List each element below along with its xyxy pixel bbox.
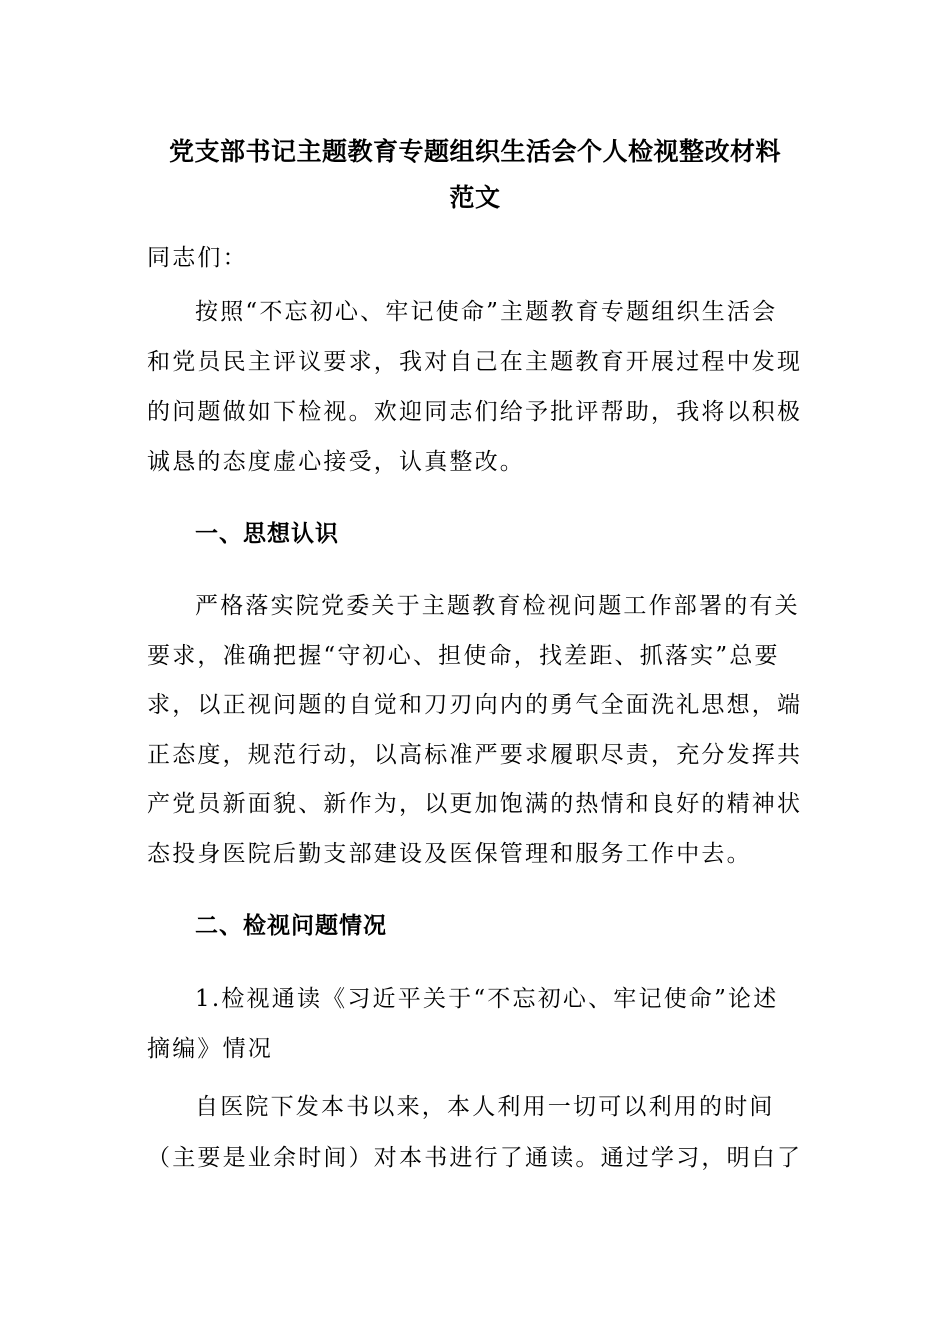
intro-paragraph-line: 的问题做如下检视。欢迎同志们给予批评帮助，我将以积极 [147,399,803,425]
intro-paragraph-line: 诚恳的态度虚心接受，认真整改。 [147,449,525,475]
section1-paragraph-line: 正态度，规范行动，以高标准严要求履职尽责，充分发挥共 [147,742,803,768]
item1-paragraph-line: （主要是业余时间）对本书进行了通读。通过学习，明白了 [147,1145,803,1171]
intro-paragraph-line: 和党员民主评议要求，我对自己在主题教育开展过程中发现 [147,349,803,375]
section1-paragraph-line: 要求，准确把握“守初心、担使命，找差距、抓落实”总要 [147,643,780,669]
section1-paragraph-line: 态投身医院后勤支部建设及医保管理和服务工作中去。 [147,841,752,867]
section-heading-problems: 二、检视问题情况 [195,913,387,939]
document-title: 党支部书记主题教育专题组织生活会个人检视整改材料 [168,137,781,166]
item1-title-line: 1.检视通读《习近平关于“不忘初心、牢记使命”论述 [195,986,779,1012]
item1-paragraph-line: 自医院下发本书以来，本人利用一切可以利用的时间 [195,1094,775,1120]
item1-title-line: 摘编》情况 [147,1036,273,1062]
section1-paragraph-line: 产党员新面貌、新作为，以更加饱满的热情和良好的精神状 [147,791,803,817]
section1-paragraph-line: 求，以正视问题的自觉和刀刃向内的勇气全面洗礼思想，端 [147,692,803,718]
section-heading-thinking: 一、思想认识 [195,521,339,547]
document-title-continued: 范文 [449,183,501,212]
intro-paragraph-line: 按照“不忘初心、牢记使命”主题教育专题组织生活会 [195,299,778,325]
salutation: 同志们： [147,245,248,271]
section1-paragraph-line: 严格落实院党委关于主题教育检视问题工作部署的有关 [195,593,800,619]
